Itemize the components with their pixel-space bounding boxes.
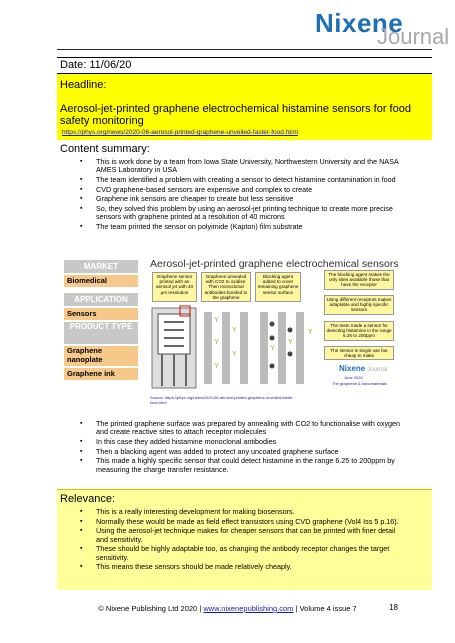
logo-brand: Nixene — [315, 8, 404, 38]
logo-suffix: Journal — [377, 24, 450, 49]
headline-title: Aerosol-jet-printed graphene electrochemical histamine sensors for food safety monitoring — [60, 103, 411, 127]
list-item: ▪ This is work done by a team from Iowa State University, Northwestern University and the NASA AMES Laboratory in USA — [78, 158, 408, 175]
svg-text:Y: Y — [308, 329, 313, 336]
figure-source[interactable]: Source: https://phys.org/news/2020-06-aerosol-printed-graphene-unveiled-faster-food.html — [150, 395, 294, 405]
content-summary-title: Content summary: — [60, 143, 150, 155]
step-box-4: The blocking agent makes the only sites available those that have the receptor — [324, 270, 394, 290]
note-box-3: The sensor is single use but cheap to make — [324, 346, 394, 360]
blocking-agent-illustration — [260, 312, 313, 384]
detail-list — [78, 420, 408, 475]
figure-brand — [339, 364, 387, 373]
product-value-nanoplate: Graphene nanoplate — [64, 346, 138, 366]
page-number: 18 — [389, 603, 398, 612]
market-value: Biomedical — [64, 275, 138, 287]
figure-title: Aerosol-jet-printed graphene electrochemical sensors — [150, 258, 399, 270]
application-value: Sensors — [64, 308, 138, 320]
page-footer — [0, 604, 455, 613]
footer-separator: | — [199, 604, 202, 613]
svg-text:Y: Y — [232, 351, 237, 358]
step-box-1: Graphene sensor printed with an aerosol jet with 40 µm resolution — [152, 272, 197, 302]
svg-text:Y: Y — [214, 339, 219, 346]
svg-text:Y: Y — [214, 363, 219, 370]
list-item: ▪ Using the aerosol-jet technique makes for cheaper sensors that can be printed with finer detail and sensitivity. — [78, 527, 408, 544]
list-item: ▪ CVD graphene-based sensors are expensive and complex to create — [78, 186, 408, 194]
nixene-journal-logo — [315, 8, 450, 49]
footer-volume: Volume 4 issue 7 — [299, 604, 357, 613]
headline-label: Headline: — [60, 79, 107, 91]
list-item: ▪ Graphene ink sensors are cheaper to create but less sensitive — [78, 195, 408, 203]
footer-website-link[interactable]: www.nixenepublishing.com — [203, 604, 294, 613]
top-rule — [57, 49, 432, 50]
market-label: MARKET — [64, 260, 138, 273]
headline-box — [57, 74, 432, 140]
date-bar — [57, 57, 432, 74]
footer-copyright: © Nixene Publishing Ltd 2020 — [98, 604, 198, 613]
product-value-ink: Graphene ink — [64, 368, 138, 380]
date-text: Date: 11/06/20 — [60, 59, 132, 71]
list-item: ▪ This is a really interesting development for making biosensors. — [78, 508, 408, 516]
figure-brand-suffix: Journal — [367, 367, 388, 373]
step-box-3: Blocking agent added to cover remaining graphene sensor surface — [255, 272, 301, 302]
note-box-1: Using different receptors makes adaptable and highly specific sensors — [324, 295, 394, 315]
list-item: ▪ This means these sensors should be made relatively cheaply. — [78, 563, 408, 571]
list-item: ▪ The team printed the sensor on polyimide (Kapton) film substrate — [78, 223, 408, 231]
product-type-label: PRODUCT TYPE — [64, 322, 138, 344]
headline-link[interactable]: https://phys.org/news/2020-06-aerosol-printed-graphene-unveiled-faster-food.html — [62, 129, 298, 136]
step-box-2: Graphene annealed with CO2 to oxidise. Then monoclonal antibodies bonded to the graphene — [201, 272, 251, 302]
relevance-box — [57, 489, 432, 590]
sensor-diagram — [150, 304, 322, 392]
content-summary-list — [78, 158, 408, 233]
list-item: ▪ Then a blacking agent was added to protect any uncoated graphene surface — [78, 448, 408, 456]
list-item: ▪ Normally these would be made as field effect transistors using CVD graphene (Vol4 Iss 5 p.16). — [78, 518, 408, 526]
svg-text:Y: Y — [270, 345, 275, 352]
figure-tag-note: The graphene & nanomaterials — [332, 381, 387, 386]
list-item: ▪ These should be highly adaptable too, as changing the antibody receptor changes the target sensitivity. — [78, 545, 408, 562]
printed-electrode-illustration — [152, 306, 196, 388]
list-item: ▪ This made a highly specific sensor that could detect histamine in the range 6.25 to 200ppm by measuring the charge transfer resistance. — [78, 457, 408, 474]
figure-brand-name: Nixene — [339, 364, 366, 373]
svg-text:Y: Y — [214, 317, 219, 324]
list-item: ▪ The team identified a problem with creating a sensor to detect histamine contamination in food — [78, 176, 408, 184]
list-item: ▪ So, they solved this problem by using an aerosol-jet printing technique to create more precise sensors with graphene printed at a resolution of 40 microns — [78, 205, 408, 222]
infographic-figure — [64, 258, 399, 413]
list-item: ▪ In this case they added histamine monoclonal antibodies — [78, 438, 408, 446]
list-item: ▪ The printed graphene surface was prepared by annealing with CO2 to functionalise with oxygen and create reactive sites to attach receptor molecules — [78, 420, 408, 437]
application-label: APPLICATION — [64, 293, 138, 306]
svg-text:Y: Y — [288, 339, 293, 346]
figure-date-note: June 2020 — [344, 375, 363, 380]
relevance-list — [78, 508, 408, 573]
relevance-title: Relevance: — [60, 493, 116, 505]
note-box-2: The team made a sensor for detecting histamine in the range 6.25 to 200ppm — [324, 321, 394, 341]
antibody-illustration — [204, 312, 248, 384]
svg-text:Y: Y — [232, 327, 237, 334]
footer-separator: | — [295, 604, 298, 613]
